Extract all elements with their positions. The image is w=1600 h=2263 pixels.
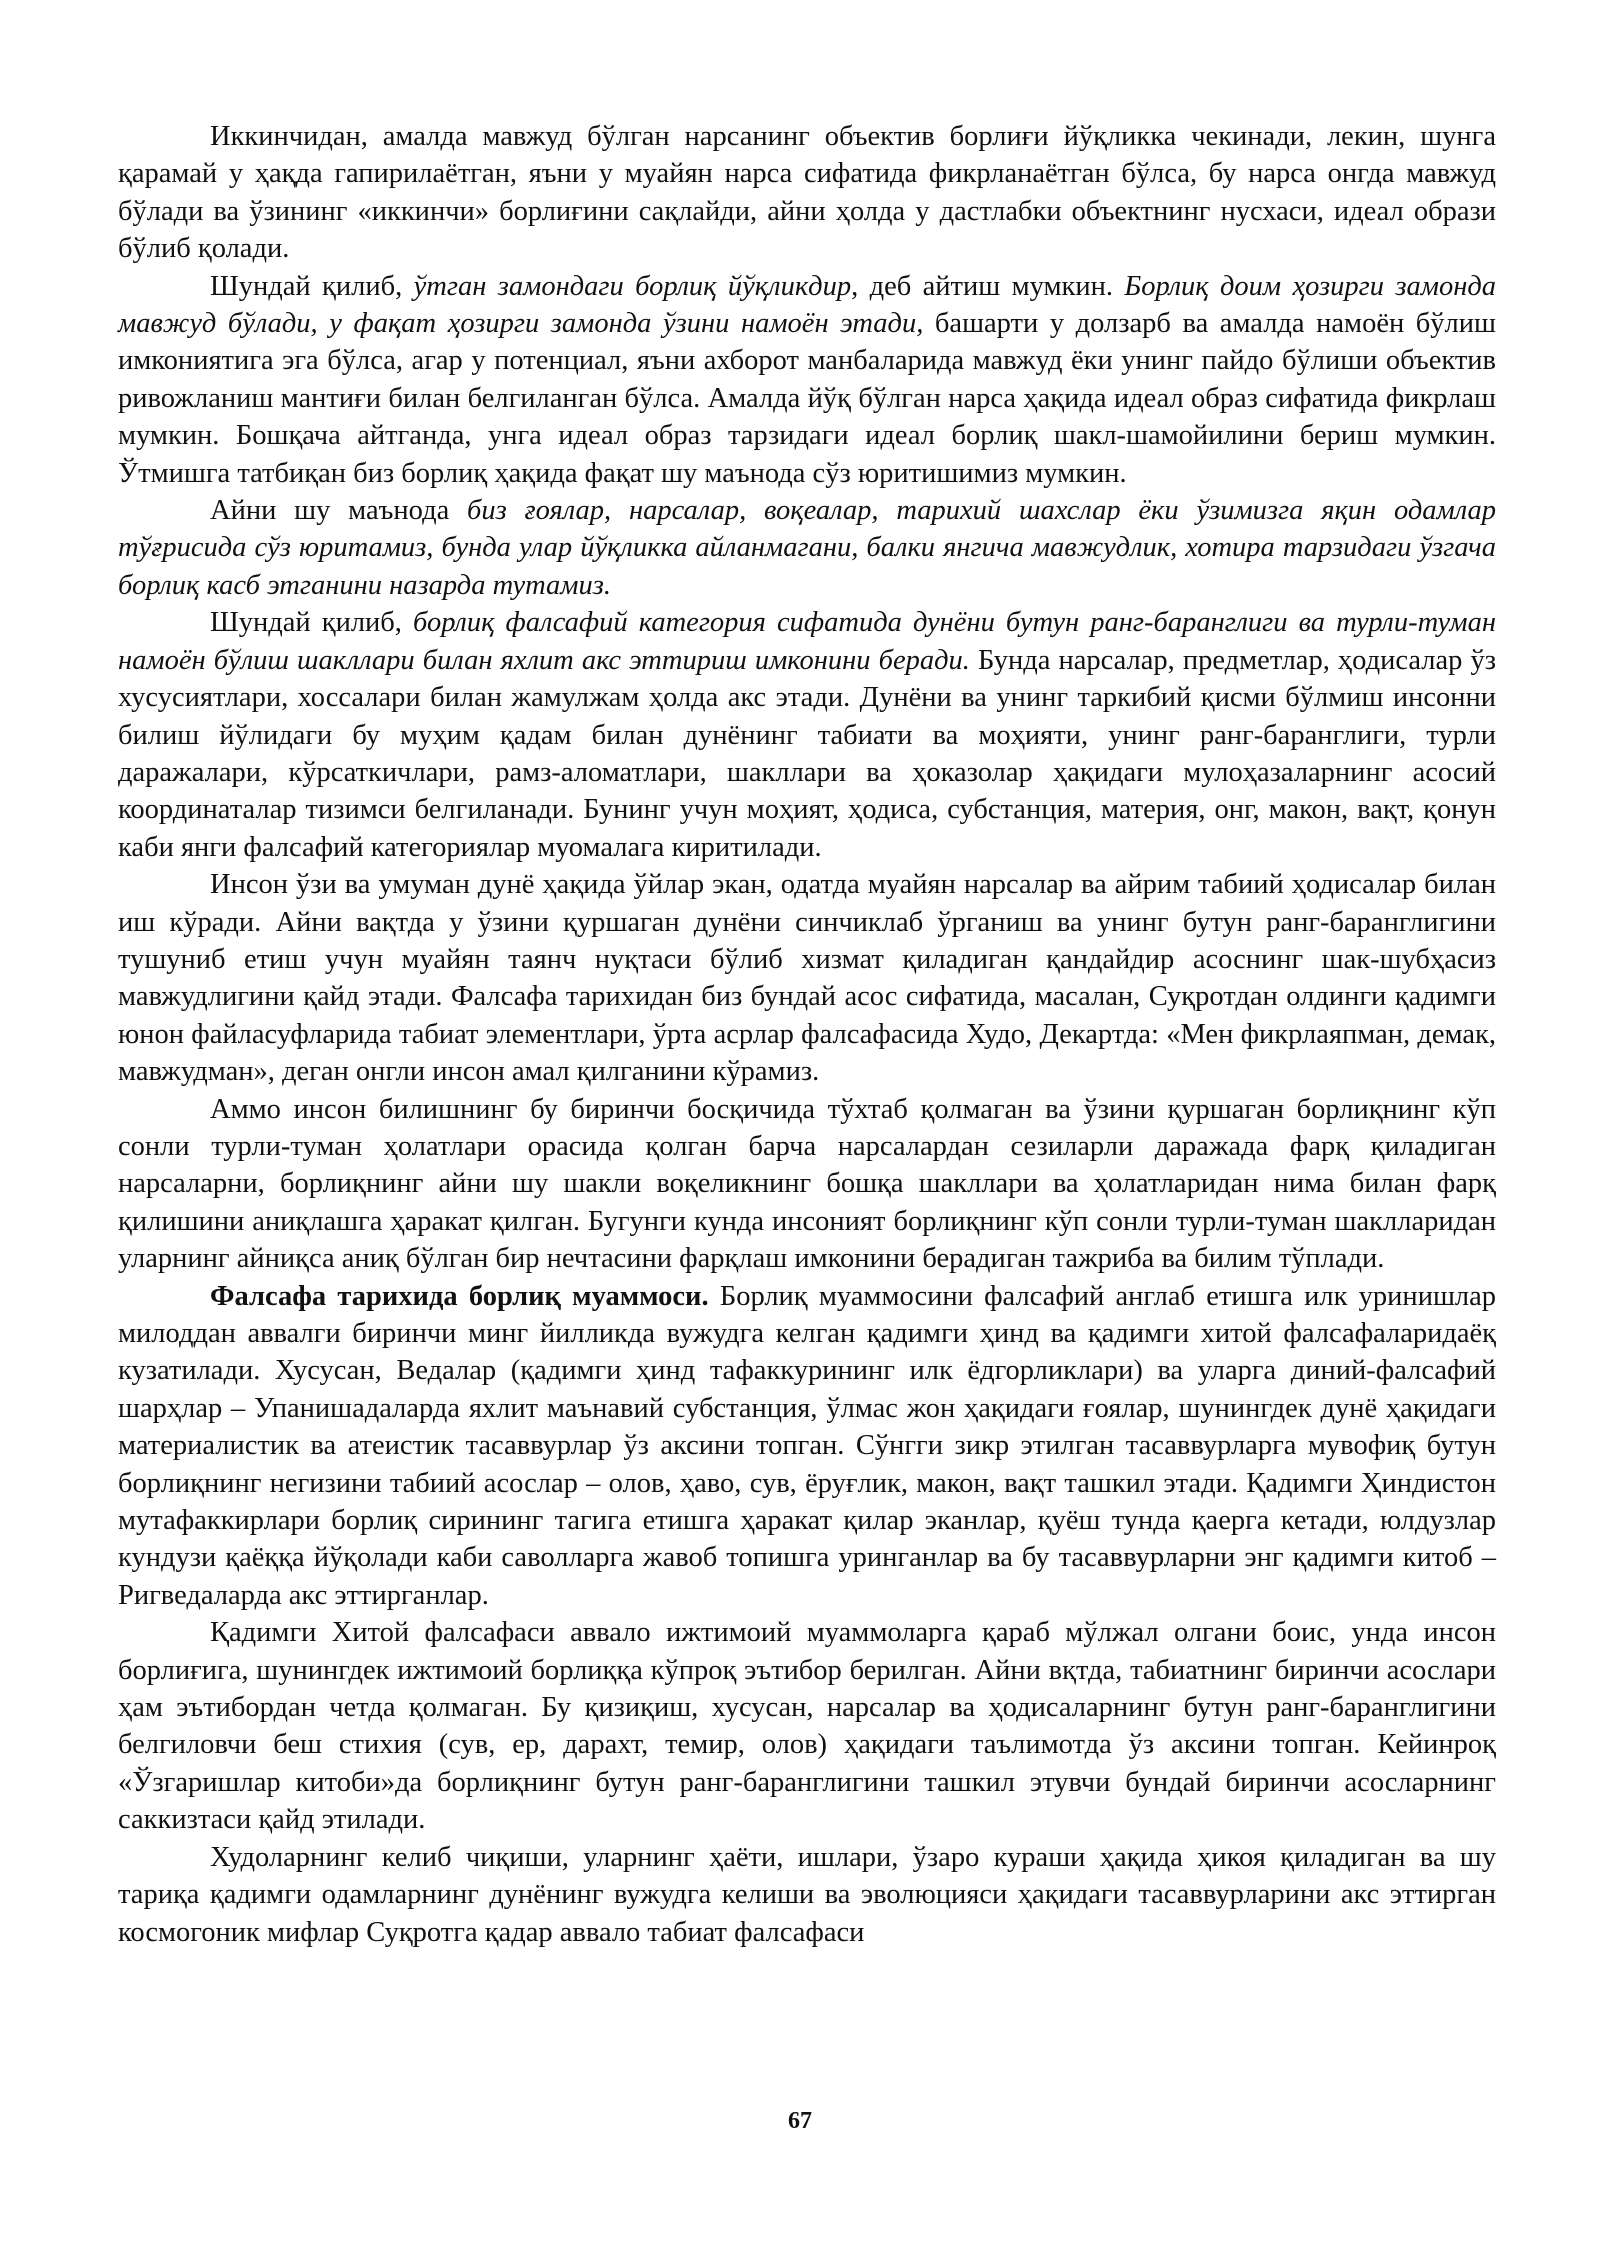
italic-run: биз ғоялар, нарсалар, воқеалар, тарихий шахслар ёки ўзимизга яқин одамлар тўғрисида сўз юритамиз, бунда улар йўқликка айланмагани, балки янгича мавжудлик, хотира тарзидаги ўзгача борлиқ касб этганини назарда тутамиз. [118, 495, 1496, 601]
text-run: , деб айтиш мумкин. [851, 270, 1125, 302]
italic-run: Борлиқ доим ҳозирги замонда мавжуд бўлади, у фақат ҳозирги замонда ўзини намоён этади, [118, 270, 1497, 340]
page-number: 67 [788, 2108, 812, 2134]
text-run: Шундай қилиб, [210, 607, 414, 639]
text-run: Бунда нарсалар, предметлар, ҳодисалар ўз хусусиятлари, хоссалари билан жамулжам ҳолда акс этади. Дунёни ва унинг таркибий қисми бўлмиш инсонни билиш йўлидаги бу муҳим қадам билан дунёнинг табиати ва моҳияти, унинг ранг-баранглиги, турли даражалари, кўрсаткичлари, рамз-аломатлари, шакллари ва ҳоказолар ҳақидаги мулоҳазаларнинг асосий координаталар тизимси белгиланади. Бунинг учун моҳият, ҳодиса, субстанция, материя, онг, макон, вақт, қонун каби янги фалсафий категориялар муомалага киритилади. [118, 644, 1496, 863]
section-heading: Фалсафа тарихида борлиқ муаммоси. [210, 1280, 709, 1312]
text-run: Аммо инсон билишнинг бу биринчи босқичида тўхтаб қолмаган ва ўзини қуршаган борлиқнинг кўп сонли турли-туман ҳолатлари орасида қолган барча нарсалардан сезиларли даражада фарқ қиладиган нарсаларни, борлиқнинг айни шу шакли воқеликнинг бошқа шакллари ва ҳолатларидан нима билан фарқ қилишини аниқлашга ҳаракат қилган. Бугунги кунда инсоният борлиқнинг кўп сонли турли-туман шаклларидан уларнинг айниқса аниқ бўлган бир нечтасини фарқлаш имконини берадиган тажриба ва билим тўплади. [118, 1093, 1496, 1275]
text-run: Иккинчидан, амалда мавжуд бўлган нарсанинг объектив борлиғи йўқликка чекинади, лекин, шунга қарамай у ҳақда гапирилаётган, яъни у муайян нарса сифатида фикрланаётган бўлса, бу нарса онгда мавжуд бўлади ва ўзининг «иккинчи» борлиғини сақлайди, айни ҳолда у дастлабки объектнинг нусхаси, идеал образи бўлиб қолади. [118, 121, 1496, 265]
text-run: Инсон ўзи ва умуман дунё ҳақида ўйлар экан, одатда муайян нарсалар ва айрим табиий ҳодисалар билан иш кўради. Айни вақтда у ўзини қуршаган дунёни синчиклаб ўрганиш ва унинг бутун ранг-баранглигини тушуниб етиш учун муайян таянч нуқтаси бўлиб хизмат қиладиган қандайдир асоснинг шак-шубҳасиз мавжудлигини қайд этади. Фалсафа тарихидан биз бундай асос сифатида, масалан, Суқротдан олдинги қадимги юнон файласуфларида табиат элементлари, ўрта асрлар фалсафасида Худо, Декартда: «Мен фикрлаяпман, демак, мавжудман», деган онгли инсон амал қилганини кўрамиз. [118, 869, 1496, 1088]
text-run: Шундай қилиб, [210, 270, 414, 302]
page-body [118, 118, 1496, 1951]
text-run: башарти у долзарб ва амалда намоён бўлиш имкониятига эга бўлса, агар у потенциал, яъни ахборот манбаларида мавжуд ёки унинг пайдо бўлиши объектив ривожланиш мантиғи билан белгиланган бўлса. Амалда йўқ бўлган нарса ҳақида идеал образ сифатида фикрлаш мумкин. Бошқача айтганда, унга идеал образ тарзидаги идеал борлиқ шакл-шамойилини бериш мумкин. Ўтмишга татбиқан биз борлиқ ҳақида фақат шу маънода сўз юритишимиз мумкин. [118, 308, 1496, 489]
italic-run: ўтган замондаги борлиқ йўқликдир [413, 270, 852, 302]
text-run: Айни шу маънода [210, 495, 468, 527]
paragraph [118, 1614, 1496, 1838]
italic-run: борлиқ фалсафий категория сифатида дунёни бутун ранг-баранглиги ва турли-туман намоён бўлиш шакллари билан яхлит акс эттириш имконини беради. [118, 607, 1496, 676]
text-run: Худоларнинг келиб чиқиши, уларнинг ҳаёти, ишлари, ўзаро кураши ҳақида ҳикоя қиладиган ва шу тариқа қадимги одамларнинг дунёнинг вужудга келиши ва эволюцияси ҳақидаги тасаввурларини акс эттирган космогоник мифлар Суқротга қадар аввало табиат фалсафаси [118, 1841, 1496, 1948]
paragraph [118, 1278, 1496, 1615]
paragraph [118, 866, 1496, 1090]
text-run: Борлиқ муаммосини фалсафий англаб етишга илк уринишлар милоддан аввалги биринчи минг йилликда вужудга келган қадимги ҳинд ва қадимги хитой фалсафаларидаёқ кузатилади. Хусусан, Ведалар (қадимги ҳинд тафаккурининг илк ёдгорликлари) ва уларга диний-фалсафий шарҳлар – Упанишадаларда яхлит маънавий субстанция, ўлмас жон ҳақидаги ғоялар, шунингдек дунё ҳақидаги материалистик ва атеистик тасаввурлар ўз аксини топган. Сўнгги зикр этилган тасаввурларга мувофиқ бутун борлиқнинг негизини табиий асослар – олов, ҳаво, сув, ёруғлик, макон, вақт ташкил этади. Қадимги Ҳиндистон мутафаккирлари борлиқ сирининг тагига етишга ҳаракат қилар эканлар, қуёш тунда қаерга кетади, юлдузлар кундузи қаёққа йўқолади каби саволларга жавоб топишга уринганлар ва бу тасаввурларни энг қадимги китоб – Ригведаларда акс эттирганлар. [118, 1280, 1497, 1611]
paragraph [118, 1091, 1496, 1278]
text-run: Қадимги Хитой фалсафаси аввало ижтимоий муаммоларга қараб мўлжал олгани боис, унда инсон борлиғига, шунингдек ижтимоий борлиққа кўпроқ эътибор берилган. Айни вқтда, табиатнинг биринчи асослари ҳам эътибордан четда қолмаган. Бу қизиқиш, хусусан, нарсалар ва ҳодисаларнинг бутун ранг-баранглигини белгиловчи беш стихия (сув, ер, дарахт, темир, олов) ҳақидаги таълимотда ўз аксини топган. Кейинроқ «Ўзгаришлар китоби»да борлиқнинг бутун ранг-баранглигини ташкил этувчи бундай биринчи асосларнинг саккизтаси қайд этилади. [118, 1617, 1496, 1836]
paragraph [118, 1839, 1496, 1951]
paragraph [118, 492, 1496, 604]
paragraph [118, 118, 1496, 268]
paragraph [118, 268, 1496, 492]
paragraph [118, 604, 1496, 866]
